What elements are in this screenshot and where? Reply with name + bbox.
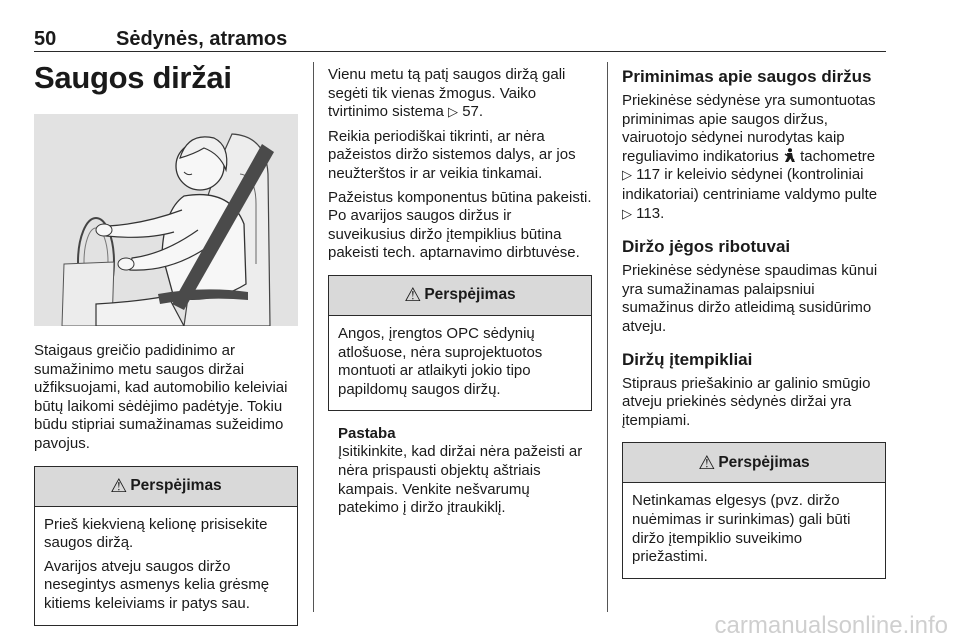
seatbelt-illustration xyxy=(34,114,298,326)
warning-title: Perspėjimas xyxy=(718,453,810,471)
column-divider xyxy=(607,62,608,612)
warning-title: Perspėjimas xyxy=(130,477,222,495)
page-reference[interactable]: 117 xyxy=(636,166,661,184)
paragraph: Pažeistus komponentus būtina pakeisti. Po avarijos saugos diržus ir suveikusius diržo įtempiklius būtina pakeisti tech. aptarnavimo dirbtuvėse. xyxy=(328,188,592,262)
reference-arrow-icon: ▷ xyxy=(622,206,632,222)
page-reference[interactable]: 57 xyxy=(462,103,479,121)
warning-title: Perspėjimas xyxy=(424,286,516,304)
warning-paragraph: Prieš kiekvieną kelionę prisisekite saugos diržą. xyxy=(44,515,268,552)
warning-body xyxy=(35,507,297,625)
driver-wearing-seatbelt-image xyxy=(34,114,298,326)
warning-triangle-icon: ⚠ xyxy=(698,451,716,474)
note-paragraph: Įsitikinkite, kad diržai nėra pažeisti ar nėra prispausti objektų aštriais kampais. Venkite nešvarumų patekimo į diržo įtraukiklį. xyxy=(338,443,583,517)
chapter-title: Sėdynės, atramos xyxy=(116,28,288,50)
subsection-title: Diržo jėgos ribotuvai xyxy=(622,237,791,257)
seatbelt-reminder-icon xyxy=(783,148,796,163)
warning-header xyxy=(623,443,885,483)
text-run: . xyxy=(660,204,665,222)
column-3 xyxy=(622,66,886,593)
warning-header xyxy=(329,276,591,316)
paragraph xyxy=(328,66,592,123)
subsection-title: Diržų įtempikliai xyxy=(622,349,753,369)
text-run: ir keleivio sėdynei (kontroliniai indikatoriai) centriniame valdymo pulte xyxy=(622,166,878,203)
page-number: 50 xyxy=(34,28,57,50)
page-reference[interactable]: 113 xyxy=(636,204,661,222)
note-title: Pastaba xyxy=(338,425,396,443)
paragraph: Priekinėse sėdynėse spaudimas kūnui yra sumažinamas palaipsniui sumažinus diržo atleidimą susidūrimo atveju. xyxy=(622,262,878,335)
warning-triangle-icon: ⚠ xyxy=(110,475,128,498)
warning-box xyxy=(622,442,886,578)
note-block xyxy=(328,425,592,517)
warning-paragraph: Angos, įrengtos OPC sėdynių atlošuose, nėra suprojektuotos montuoti ar atlaikyti jokio tipo papildomų saugos diržų. xyxy=(338,324,543,398)
watermark: carmanualsonline.info xyxy=(714,612,948,639)
paragraph: Stipraus priešakinio ar galinio smūgio atveju priekinės sėdynės diržai yra įtempiami. xyxy=(622,374,871,429)
text-run: . xyxy=(478,103,484,121)
reference-arrow-icon: ▷ xyxy=(622,168,632,184)
page-header xyxy=(34,28,886,52)
column-1 xyxy=(34,60,298,640)
text-run: Priekinėse sėdynėse yra sumontuotas priminimas apie saugos diržus, vairuotojo sėdynei nurodytas kaip reguliavimo indikatorius xyxy=(622,92,876,165)
warning-body xyxy=(329,316,591,410)
warning-box xyxy=(328,275,592,411)
warning-paragraph: Netinkamas elgesys (pvz. diržo nuėmimas ir surinkimas) gali būti diržo įtempiklio suveikimo priežastimi. xyxy=(632,492,851,566)
column-2 xyxy=(328,66,592,523)
section-title: Saugos diržai xyxy=(34,60,232,95)
text-run: Vienu metu tą patį saugos diržą gali segėti tik vienas žmogus. Vaiko tvirtinimo sistema xyxy=(328,66,566,121)
warning-box xyxy=(34,466,298,626)
reference-arrow-icon: ▷ xyxy=(448,105,459,121)
paragraph: Reikia periodiškai tikrinti, ar nėra pažeistos diržo sistemos dalys, ar jos neužterštos ir ar veikia tinkamai. xyxy=(328,127,576,182)
subsection-title: Priminimas apie saugos diržus xyxy=(622,67,872,86)
column-divider xyxy=(313,62,314,612)
paragraph xyxy=(622,92,886,224)
text-run: tachometre xyxy=(795,147,876,165)
warning-triangle-icon: ⚠ xyxy=(404,284,422,307)
warning-paragraph: Avarijos atveju saugos diržo nesegintys asmenys kelia grėsmę kitiems keleiviams ir patys sau. xyxy=(44,557,270,612)
intro-paragraph: Staigaus greičio padidinimo ar sumažinimo metu saugos diržai užfiksuojami, kad automobilio keleiviai būtų laikomi sėdėjimo padėtyje. Tokiu būdu stipriai sumažinamas sužeidimo pavojus. xyxy=(34,342,288,452)
warning-body xyxy=(623,483,885,577)
warning-header xyxy=(35,467,297,507)
